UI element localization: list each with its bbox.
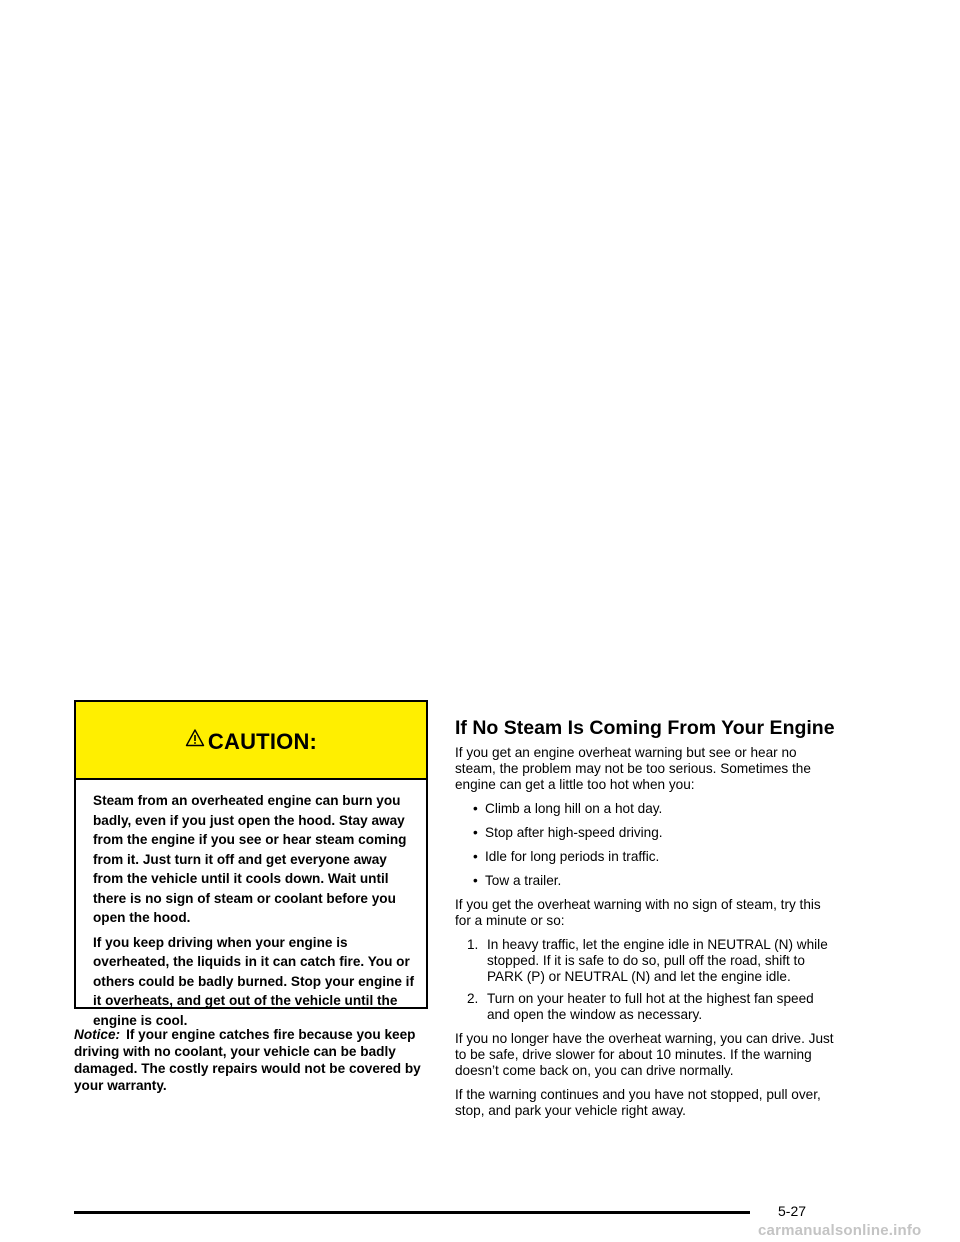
section-intro: If you get an engine overheat warning but see or hear no steam, the problem may not be too serious. Sometimes the engine can get a little too hot when you: <box>455 745 811 792</box>
caution-paragraph: Steam from an overheated engine can burn you badly, even if you just open the hood. Stay away from the engine if you see or hear steam coming from it. Just turn it off and get everyone away from the vehicle until it cools down. Wait until there is no sign of steam or coolant before you open the hood. <box>93 793 407 925</box>
caution-body <box>76 780 426 1030</box>
step-text: In heavy traffic, let the engine idle in NEUTRAL (N) while stopped. If it is safe to do so, pull off the road, shift to PARK (P) or NEUTRAL (N) and let the engine idle. <box>487 937 828 984</box>
step-text: Turn on your heater to full hot at the highest fan speed and open the window as necessary. <box>487 991 814 1022</box>
step-item <box>455 937 835 985</box>
section-content <box>455 716 835 1127</box>
list-item: • Climb a long hill on a hot day. <box>473 801 663 816</box>
numbered-steps <box>455 937 835 1023</box>
after-steps-text: If you no longer have the overheat warning, you can drive. Just to be safe, drive slower for about 10 minutes. If the warning doesn’t come back on, you can drive normally. <box>455 1031 834 1078</box>
notice-label: Notice: <box>74 1027 121 1042</box>
caution-box <box>74 700 428 1028</box>
closing-text: If the warning continues and you have not stopped, pull over, stop, and park your vehicle right away. <box>455 1087 821 1118</box>
caution-title: CAUTION: <box>207 729 318 754</box>
watermark: carmanualsonline.info <box>758 1222 922 1239</box>
footer-rule <box>74 1211 750 1214</box>
caution-paragraph: If you keep driving when your engine is overheated, the liquids in it can catch fire. You or others could be badly burned. Stop your engine if it overheats, and get out of the vehicle until the engine is cool. <box>93 934 414 1028</box>
notice-text: If your engine catches fire because you keep driving with no coolant, your vehicle can be badly damaged. The costly repairs would not be covered by your warranty. <box>74 1027 421 1093</box>
notice <box>74 1026 430 1094</box>
list-item: • Tow a trailer. <box>473 873 562 888</box>
bullet-icon: • <box>473 801 478 816</box>
step-item <box>455 991 835 1023</box>
step-number: 1. <box>467 937 479 952</box>
warning-triangle-icon <box>185 728 205 748</box>
bullet-list <box>455 801 835 889</box>
bullet-icon: • <box>473 849 478 864</box>
caution-header <box>76 702 426 780</box>
bullet-icon: • <box>473 825 478 840</box>
list-item: • Stop after high-speed driving. <box>473 825 663 840</box>
list-item: • Idle for long periods in traffic. <box>473 849 660 864</box>
bullet-icon: • <box>473 873 478 888</box>
step-number: 2. <box>467 991 479 1006</box>
page-number: 5-27 <box>778 1203 807 1219</box>
steps-intro: If you get the overheat warning with no sign of steam, try this for a minute or so: <box>455 897 821 928</box>
section-heading: If No Steam Is Coming From Your Engine <box>455 717 835 739</box>
